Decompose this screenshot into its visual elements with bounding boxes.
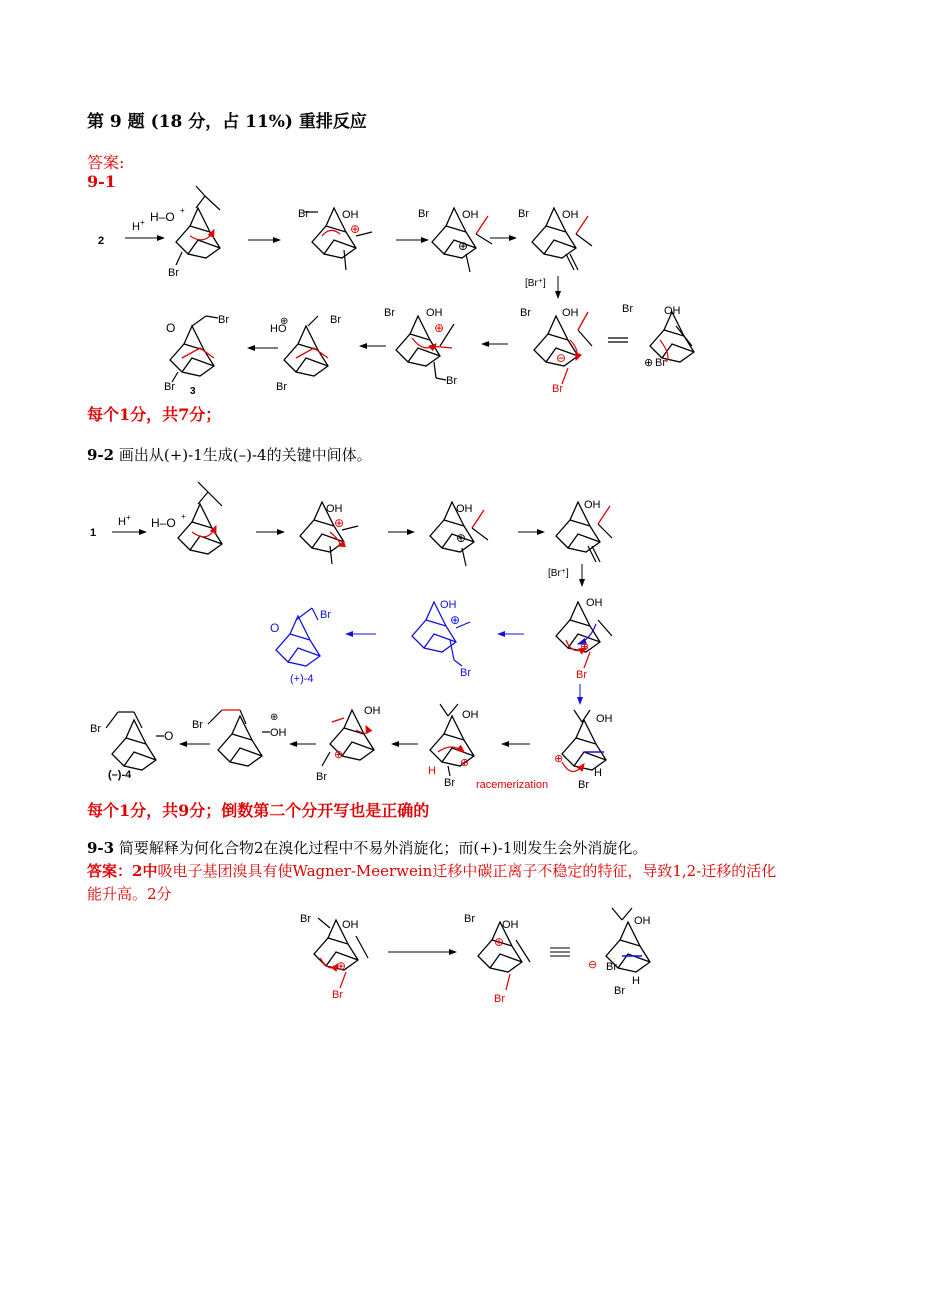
part1-row2 xyxy=(164,303,694,397)
molecule-nortricyclic-cation xyxy=(562,720,606,770)
atom-h: H xyxy=(428,765,436,777)
acid-reagent-sup: + xyxy=(125,513,131,522)
bromine-reagent: [Br⁺] xyxy=(548,568,569,579)
compound-3-label: 3 xyxy=(190,386,196,397)
question-title: 第 9 题 (18 分，占 11%) 重排反应 xyxy=(87,112,367,132)
part3-answer-prefix: 答案： xyxy=(87,862,133,880)
atom-br: Br xyxy=(520,307,531,319)
svg-text:+: + xyxy=(181,512,186,521)
part2-row1 xyxy=(90,482,612,586)
atom-br: Br xyxy=(90,723,101,735)
charge: ⊖ xyxy=(588,959,598,971)
charge: ⊕ xyxy=(270,712,279,723)
part2-prompt: 画出从(+)-1生成(–)-4的关键中间体。 xyxy=(118,446,372,464)
atom-oh: OH xyxy=(634,915,651,927)
atom-br: Br xyxy=(384,307,395,319)
charge: ⊕ xyxy=(280,316,289,327)
atom-oh: OH xyxy=(270,727,287,739)
molecule-protonated-ketone xyxy=(176,208,220,258)
molecule-plus-4 xyxy=(276,616,320,666)
atom-br: Br xyxy=(168,267,179,279)
bromine-reagent: [Br⁺] xyxy=(525,278,546,289)
acid-reagent-sup: + xyxy=(139,218,145,227)
part2-row3 xyxy=(90,704,613,791)
molecule-protonated-minus-4 xyxy=(218,716,262,766)
atom-oh: OH xyxy=(426,307,443,319)
charge: ⊕ xyxy=(334,749,344,761)
atom-br: Br xyxy=(622,303,633,315)
charge: ⊕ xyxy=(456,531,467,545)
answer-label: 答案: xyxy=(87,153,125,172)
atom-br: Br xyxy=(192,719,203,731)
molecule-minus-4 xyxy=(112,720,156,770)
atom-br: Br xyxy=(418,208,429,220)
atom-br: Br xyxy=(576,669,587,681)
carbocation-charge: ⊕ xyxy=(458,239,469,253)
atom-br: Br xyxy=(276,381,287,393)
charge: ⊕ xyxy=(450,613,461,627)
part1-scoring: 每个1分，共7分； xyxy=(87,405,222,424)
part3-answer-text: 吸电子基团溴具有使Wagner-Meerwein迁移中碳正离子不稳定的特征，导致1,2-迁移的活化 xyxy=(157,862,777,880)
atom-br: Br xyxy=(320,609,331,621)
atom-h: H xyxy=(594,767,602,779)
atom-o: O xyxy=(270,621,280,635)
atom-oh: OH xyxy=(596,713,613,725)
atom-br: Br xyxy=(518,208,529,220)
part2-row2 xyxy=(270,597,612,704)
compound-2-label: 2 xyxy=(98,235,105,247)
atom-o: O xyxy=(166,321,176,335)
molecule-product-3 xyxy=(170,326,214,376)
molecule-bromonium-b xyxy=(556,602,600,652)
atom-oh: OH xyxy=(502,919,519,931)
atom-oh: OH xyxy=(584,499,601,511)
atom-oh: OH xyxy=(562,307,579,319)
acid-reagent xyxy=(132,218,145,233)
part3-prompt: 简要解释为何化合物2在溴化过程中不易外消旋化；而(+)-1则发生会外消旋化。 xyxy=(118,839,648,857)
atom-oh: OH xyxy=(440,599,457,611)
atom-oh: OH xyxy=(562,209,579,221)
atom-br: Br xyxy=(218,314,229,326)
charge: ⊕ xyxy=(580,641,590,653)
atom-br: Br xyxy=(164,381,175,393)
molecule-bromonium xyxy=(650,312,694,362)
atom-h: H xyxy=(632,975,640,987)
product-plus-4-label: (+)-4 xyxy=(290,673,314,685)
atom-br: Br xyxy=(444,777,455,789)
atom-br: Br xyxy=(494,993,505,1005)
part3-answer-bold: 2中 xyxy=(132,862,158,880)
atom-oh: OH xyxy=(364,705,381,717)
part2-label: 9-2 xyxy=(87,446,115,464)
charge: ⊕ xyxy=(644,357,654,369)
part3-label: 9-3 xyxy=(87,839,115,857)
racemization-label: racemerization xyxy=(476,779,549,791)
atom-br: Br xyxy=(446,375,457,387)
part2-scoring: 每个1分，共9分；倒数第二个分开写也是正确的 xyxy=(87,801,430,820)
atom-oh: OH xyxy=(342,919,359,931)
charge: ⊕ xyxy=(554,753,564,765)
atom-oh: OH xyxy=(326,503,343,515)
acid-reagent-h: H xyxy=(132,221,140,233)
atom-oh: OH xyxy=(586,597,603,609)
atom-oh: OH xyxy=(462,209,479,221)
charge: ⊕ xyxy=(460,757,470,769)
part3-answer-line2: 能升高。2分 xyxy=(87,885,172,903)
charge: ⊖ xyxy=(556,351,567,365)
acid-reagent xyxy=(118,513,131,528)
atom-br: Br xyxy=(464,913,475,925)
atom-ho: HO xyxy=(270,323,287,335)
atom-oh: OH xyxy=(456,503,473,515)
product-minus-4-label: (–)-4 xyxy=(108,769,132,781)
charge: ⊕ xyxy=(334,516,345,530)
atom-br: Br xyxy=(614,985,625,997)
atom-br: Br xyxy=(316,771,327,783)
atom-br: Br xyxy=(606,961,617,973)
atom-br: Br xyxy=(578,779,589,791)
atom-br: Br xyxy=(460,667,471,679)
molecule-protonated-product xyxy=(284,326,328,376)
atom-br: Br xyxy=(330,314,341,326)
atom-h-o: H–O xyxy=(150,210,175,224)
atom-h-o: H–O xyxy=(151,516,176,530)
atom-oh: OH xyxy=(664,305,681,317)
atom-oh: OH xyxy=(462,709,479,721)
svg-text:+: + xyxy=(180,206,185,215)
atom-o: O xyxy=(164,729,174,743)
charge: ⊕ xyxy=(336,959,347,973)
compound-1-label: 1 xyxy=(90,527,97,539)
part1-row1 xyxy=(98,186,592,298)
atom-br: Br xyxy=(300,913,311,925)
atom-br: Br xyxy=(298,208,309,220)
charge: ⊕ xyxy=(434,321,445,335)
part3-scheme xyxy=(300,908,651,1005)
part1-label: 9-1 xyxy=(87,172,116,191)
atom-br: Br xyxy=(655,357,666,369)
atom-oh: OH xyxy=(342,209,359,221)
atom-br: Br xyxy=(552,383,563,395)
charge: ⊕ xyxy=(494,935,505,949)
atom-br: Br xyxy=(332,989,343,1001)
carbocation-charge: ⊕ xyxy=(350,222,361,236)
acid-reagent-h: H xyxy=(118,516,126,528)
